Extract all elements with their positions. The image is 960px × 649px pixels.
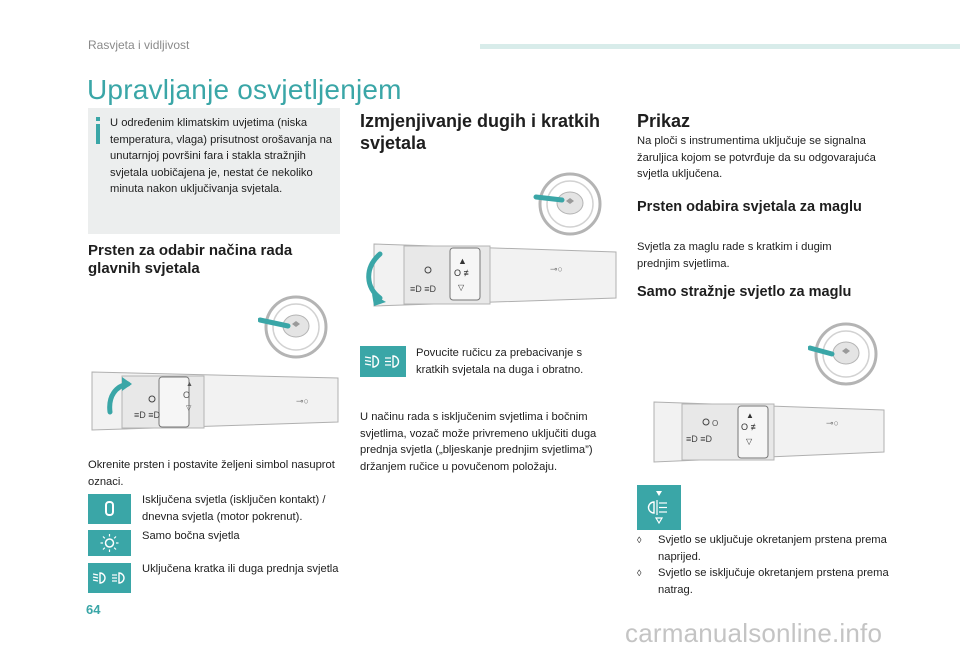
info-box	[88, 108, 340, 234]
svg-text:≡D ≡D: ≡D ≡D	[134, 410, 161, 420]
steering-wheel-illustration-2	[532, 170, 604, 238]
svg-text:▲: ▲	[186, 381, 193, 388]
header-bar	[480, 44, 960, 49]
svg-text:≡D ≡D: ≡D ≡D	[410, 284, 437, 294]
svg-text:▽: ▽	[458, 283, 465, 292]
ring-instruction: Okrenite prsten i postavite željeni simbol nasuprot oznaci.	[88, 459, 335, 488]
svg-text:O ≢: O ≢	[454, 268, 473, 278]
bullet-icon: ◊	[637, 568, 642, 578]
side-lights-text: Samo bočna svjetla	[142, 530, 240, 542]
svg-text:▽: ▽	[186, 405, 192, 412]
info-icon	[96, 117, 102, 145]
svg-text:⊸○: ⊸○	[550, 264, 563, 274]
flash-text: U načinu rada s isključenim svjetlima i bočnim svjetlima, vozač može privremeno uključiti duga prednja svjetla („bljeskanje prednjim svjetlima”) držanjem ručice u povučenom položaju.	[360, 411, 597, 473]
svg-text:▲: ▲	[746, 411, 754, 420]
svg-text:O: O	[183, 390, 191, 400]
fog-ring-heading: Prsten odabira svjetala za maglu	[637, 199, 862, 215]
rear-fog-heading: Samo stražnje svjetlo za maglu	[637, 284, 852, 300]
dipped-main-beam-icon-2	[360, 346, 406, 377]
lights-off-tile	[88, 494, 131, 524]
dipped-main-beam-text: Uključena kratka ili duga prednja svjetla	[142, 563, 339, 575]
svg-text:O ≢: O ≢	[741, 422, 760, 432]
display-intro: Na ploči s instrumentima uključuje se signalna žaruljica kojom se potvrđuje da su odgovarajuća svjetla uključena.	[637, 135, 876, 180]
svg-text:⊸○: ⊸○	[296, 396, 309, 406]
svg-text:⊸○: ⊸○	[826, 418, 839, 428]
stalk-illustration-pull	[360, 240, 618, 312]
ring-mode-heading: Prsten za odabir načina rada glavnih svjetala	[88, 242, 293, 277]
watermark: carmanualsonline.info	[625, 618, 883, 648]
steering-wheel-illustration-3	[808, 320, 880, 388]
stalk-illustration-fog	[648, 396, 888, 466]
info-text: U određenim klimatskim uvjetima (niska temperatura, vlaga) prisutnost orošavanja na unutarnjoj površini fara i stakla stražnjih svjetala uobičajena je, nestat će nekoliko minuta nakon uključivanja svjetala.	[110, 117, 333, 195]
svg-text:▽: ▽	[746, 437, 753, 446]
rear-fog-tile	[637, 485, 681, 530]
stalk-illustration-ring	[86, 366, 340, 436]
beam-switch-heading: Izmjenjivanje dugih i kratkih svjetala	[360, 111, 601, 153]
list-item	[637, 532, 897, 565]
beam-switch-text: Povucite ručicu za prebacivanje s kratkih svjetala na duga i obratno.	[416, 347, 584, 376]
beam-switch-tile	[360, 346, 406, 377]
bullet-text: Svjetlo se isključuje okretanjem prstena prema natrag.	[658, 567, 889, 596]
list-item	[637, 565, 897, 598]
rear-fog-bullets	[637, 532, 897, 598]
lights-off-text: Isključena svjetla (isključen kontakt) / dnevna svjetla (motor pokrenut).	[142, 494, 326, 523]
steering-wheel-illustration	[258, 293, 330, 361]
section-header: Rasvjeta i vidljivost	[88, 38, 190, 52]
side-lights-icon	[88, 530, 131, 556]
side-lights-tile	[88, 530, 131, 556]
dipped-main-beam-tile	[88, 563, 131, 593]
lights-off-icon	[88, 494, 131, 524]
svg-text:≡D ≡D: ≡D ≡D	[686, 434, 713, 444]
display-heading: Prikaz	[637, 111, 691, 131]
svg-text:▲: ▲	[458, 256, 467, 266]
bullet-text: Svjetlo se uključuje okretanjem prstena prema naprijed.	[658, 534, 887, 563]
svg-text:O: O	[712, 419, 719, 428]
bullet-icon: ◊	[637, 535, 642, 545]
page-number: 64	[86, 602, 101, 617]
rear-fog-light-icon	[637, 485, 681, 530]
page-title: Upravljanje osvjetljenjem	[87, 74, 402, 105]
dipped-main-beam-icon	[88, 563, 131, 593]
fog-ring-text: Svjetla za maglu rade s kratkim i dugim prednjim svjetlima.	[637, 241, 832, 270]
